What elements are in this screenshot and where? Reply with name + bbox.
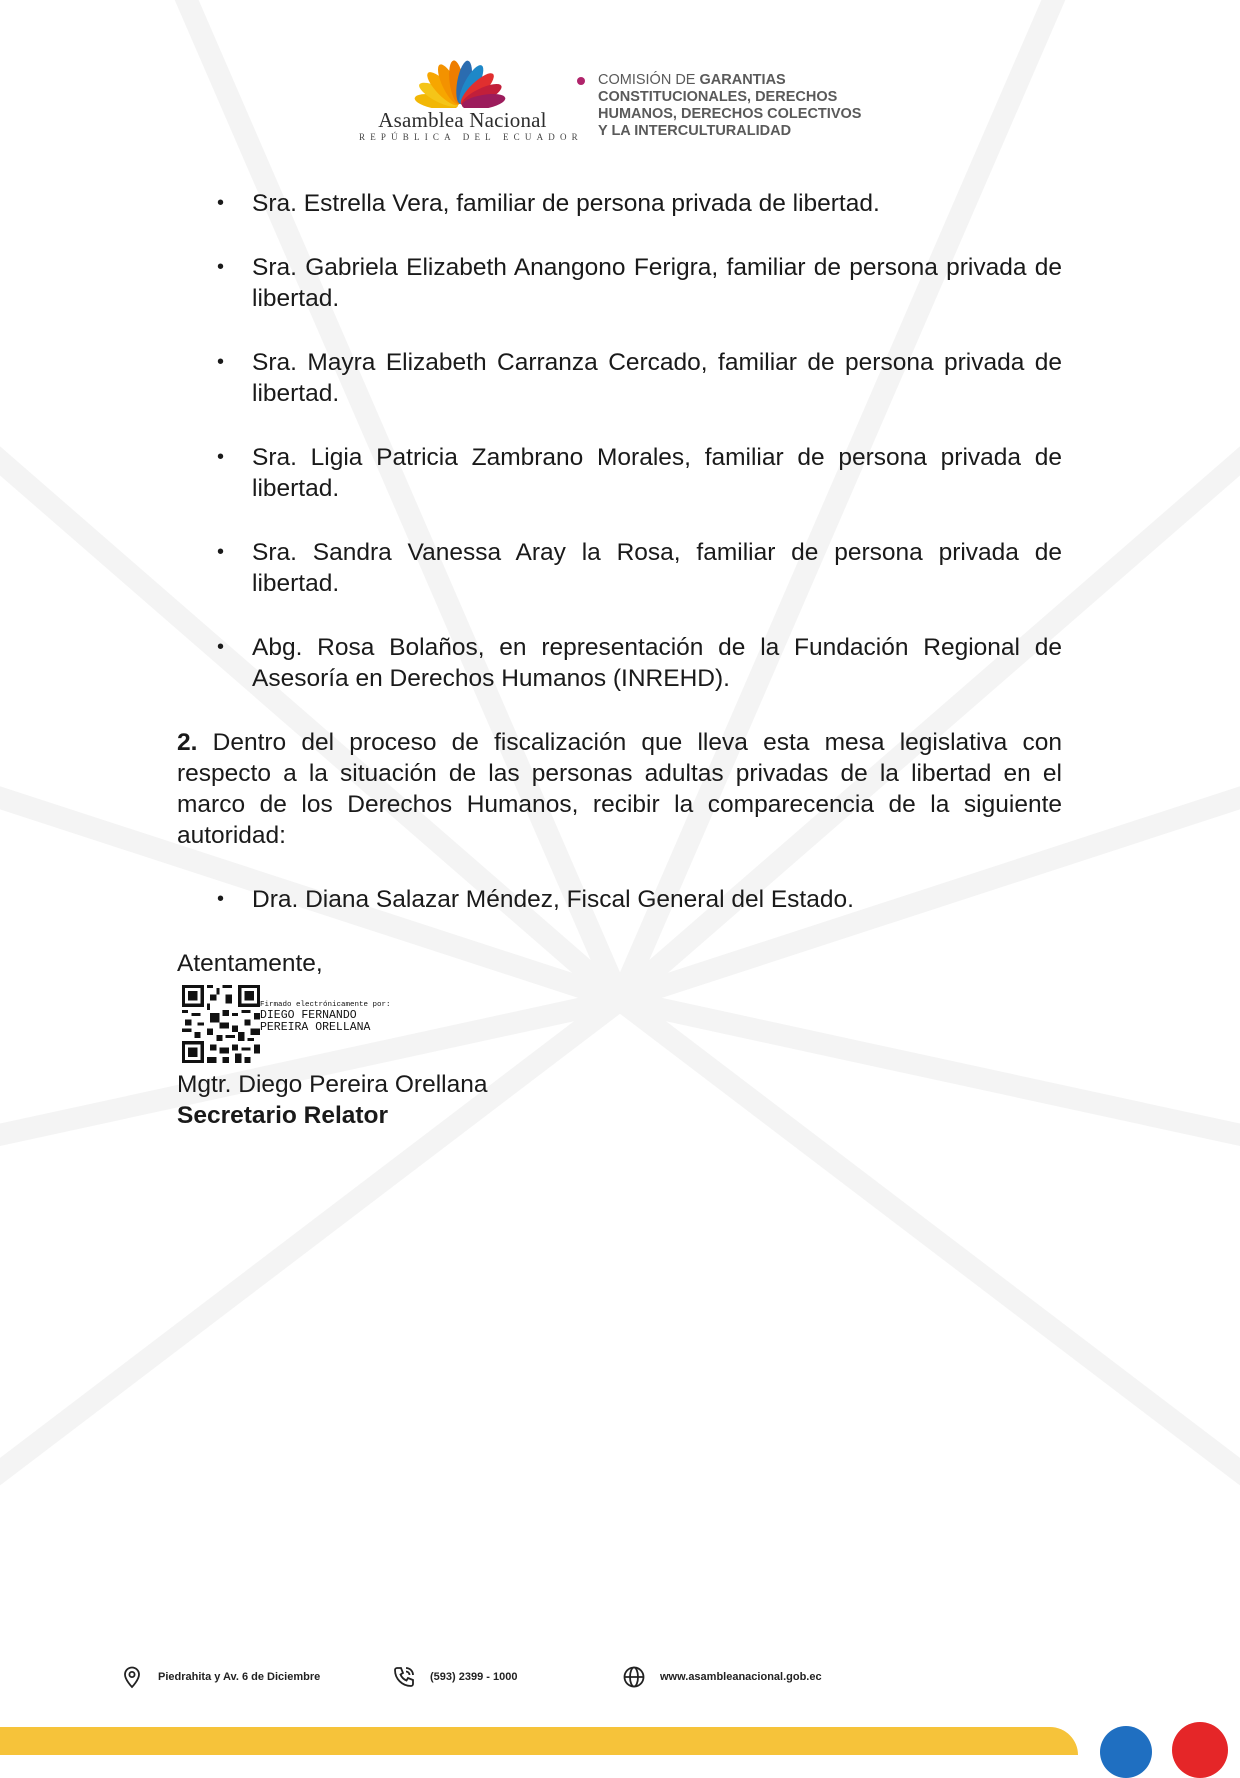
list-item: • Sra. Sandra Vanessa Aray la Rosa, familiar de persona privada de libertad. [217,539,1062,597]
authority-list [177,884,1062,915]
footer [120,1662,1120,1692]
paragraph-number: 2. [177,729,198,756]
asamblea-logo [355,52,583,147]
footer-website: www.asambleanacional.gob.ec [622,1662,822,1692]
list-item: • Sra. Estrella Vera, familiar de persona privada de libertad. [217,190,880,217]
list-item: • Dra. Diana Salazar Méndez, Fiscal General del Estado. [217,886,854,913]
commission-line1-light: COMISIÓN DE [598,72,700,88]
qr-code-icon [182,985,260,1063]
commission-dot-icon [577,77,585,85]
footer-red-circle [1172,1722,1228,1778]
commission-line4: Y LA INTERCULTURALIDAD [598,123,792,139]
location-pin-icon [120,1665,144,1689]
commission-line2: CONSTITUCIONALES, DERECHOS [598,89,838,105]
footer-blue-circle [1100,1726,1152,1778]
paragraph-2 [177,727,1062,851]
signature-name-line1: DIEGO FERNANDO [260,1009,357,1022]
letter-body [177,188,1062,1131]
signer-name: Mgtr. Diego Pereira Orellana [177,1071,488,1098]
phone-icon [392,1665,416,1689]
list-item: • Sra. Gabriela Elizabeth Anangono Ferigra, familiar de persona privada de libertad. [217,254,1062,312]
globe-icon [622,1665,646,1689]
list-item: • Sra. Mayra Elizabeth Carranza Cercado, familiar de persona privada de libertad. [217,349,1062,407]
paragraph-text: Dentro del proceso de fiscalización que lleva esta mesa legislativa con respecto a la situación de las personas adultas privadas de la libertad en el marco de los Derechos Humanos, recibir la comparecencia de la siguiente autoridad: [177,729,1062,849]
list-item: • Sra. Ligia Patricia Zambrano Morales, familiar de persona privada de libertad. [217,444,1062,502]
signer-title: Secretario Relator [177,1102,389,1129]
footer-yellow-bar [0,1727,1078,1755]
list-item: • Abg. Rosa Bolaños, en representación de la Fundación Regional de Asesoría en Derechos Humanos (INREHD). [217,634,1062,692]
signature-name-line2: PEREIRA ORELLANA [260,1021,371,1034]
participants-list [177,188,1062,694]
logo-subtitle: REPÚBLICA DEL ECUADOR [359,132,583,142]
electronic-signature [177,983,1062,1065]
commission-line1-bold: GARANTIAS [699,72,786,88]
footer-address: Piedrahita y Av. 6 de Diciembre [120,1662,320,1692]
logo-title: Asamblea Nacional [378,108,547,132]
sun-fan-icon [405,58,515,108]
commission-line3: HUMANOS, DERECHOS COLECTIVOS [598,106,862,122]
closing: Atentamente, [177,950,323,977]
signature-label: Firmado electrónicamente por: [260,1001,391,1009]
footer-phone: (593) 2399 - 1000 [392,1662,517,1692]
letterhead [355,52,915,147]
